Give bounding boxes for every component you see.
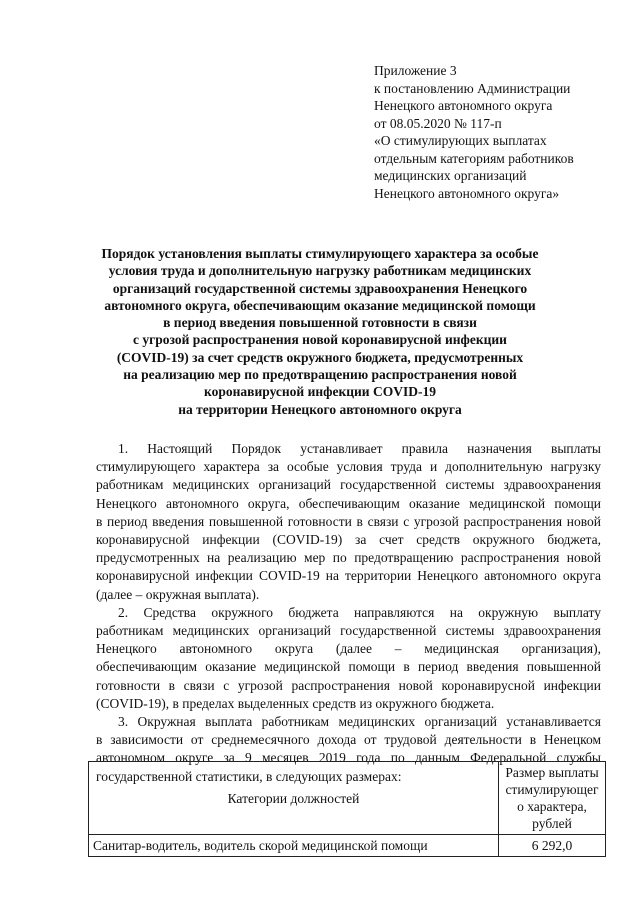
title-line: на территории Ненецкого автономного округа bbox=[178, 401, 462, 417]
table-header-row bbox=[89, 762, 606, 835]
title-line: коронавирусной инфекции COVID-19 bbox=[204, 384, 436, 400]
header-amount-line: стимулирующег bbox=[505, 782, 599, 797]
appendix-line: от 08.05.2020 № 117-п bbox=[374, 115, 502, 131]
paragraph-line: (далее – окружная выплата). bbox=[96, 586, 260, 602]
paragraph-line: работникам медицинских организаций государственной системы здравоохранения bbox=[96, 477, 601, 493]
document-body bbox=[96, 440, 601, 786]
paragraph-2 bbox=[96, 604, 601, 713]
paragraph-1 bbox=[96, 440, 601, 604]
paragraph-line: автономном округе за 9 месяцев 2019 года по данным Федеральной службы bbox=[96, 750, 601, 766]
title-line: Порядок установления выплаты стимулирующего характера за особые bbox=[101, 246, 539, 261]
paragraph-line: работникам медицинских организаций государственной системы здравоохранения bbox=[96, 623, 601, 639]
appendix-line: отдельным категориям работников bbox=[374, 150, 574, 166]
paragraph-line: в зависимости от среднемесячного дохода от трудовой деятельности в Ненецком bbox=[96, 732, 601, 748]
paragraph-line: коронавирусной инфекции COVID-19 на территории Ненецкого автономного округа bbox=[96, 568, 601, 584]
appendix-line: Ненецкого автономного округа» bbox=[374, 185, 560, 201]
header-amount-line: рублей bbox=[532, 816, 572, 831]
appendix-line: Ненецкого автономного округа bbox=[374, 98, 553, 113]
appendix-header bbox=[374, 62, 624, 202]
title-line: на реализацию мер по предотвращению распространения новой bbox=[123, 367, 517, 383]
paragraph-line: предусмотренных на реализацию мер по предотвращению распространения новой bbox=[96, 550, 601, 566]
appendix-line: к постановлению Администрации bbox=[374, 80, 571, 96]
title-line: автономного округа, обеспечивающим оказание медицинской помощи bbox=[104, 297, 536, 313]
header-amount-line: о характера, bbox=[517, 799, 587, 814]
header-amount bbox=[499, 762, 606, 835]
row-category: Санитар-водитель, водитель скорой медицинской помощи bbox=[89, 835, 499, 857]
title-line: в период введения повышенной готовности в связи bbox=[163, 315, 477, 331]
paragraph-line: 3. Окружная выплата работникам медицинских организаций устанавливается bbox=[118, 714, 601, 730]
paragraph-line: коронавирусной инфекции (COVID-19) за счет средств окружного бюджета, bbox=[96, 532, 601, 548]
title-line: организаций государственной системы здравоохранения Ненецкого bbox=[112, 280, 528, 296]
table-row bbox=[89, 835, 606, 857]
paragraph-line: 1. Настоящий Порядок устанавливает правила назначения выплаты bbox=[118, 441, 601, 456]
header-category: Категории должностей bbox=[89, 762, 499, 835]
title-line: с угрозой распространения новой коронавирусной инфекции bbox=[133, 332, 507, 348]
title-line: условия труда и дополнительную нагрузку работникам медицинских bbox=[108, 263, 532, 279]
paragraph-line: стимулирующего характера за особые условия труда и дополнительную нагрузку bbox=[96, 459, 601, 475]
appendix-line: «О стимулирующих выплатах bbox=[374, 133, 547, 148]
title-line: (COVID-19) за счет средств окружного бюджета, предусмотренных bbox=[116, 349, 524, 365]
header-amount-line: Размер выплаты bbox=[505, 765, 599, 780]
paragraph-line: обеспечивающим оказание медицинской помощи в период введения повышенной bbox=[96, 659, 601, 675]
appendix-line: Приложение 3 bbox=[374, 63, 457, 78]
paragraph-line: Ненецкого автономного округа (далее – медицинская организация), bbox=[96, 641, 601, 657]
paragraph-line: государственной статистики, в следующих размерах: bbox=[96, 768, 402, 784]
paragraph-line: (COVID-19), в пределах выделенных средств из окружного бюджета. bbox=[96, 695, 495, 711]
payment-table bbox=[88, 761, 606, 857]
appendix-line: медицинских организаций bbox=[374, 168, 527, 183]
paragraph-line: 2. Средства окружного бюджета направляются на окружную выплату bbox=[118, 604, 601, 620]
paragraph-line: готовности в связи с угрозой распространения новой коронавирусной инфекции bbox=[96, 677, 601, 693]
document-title bbox=[70, 245, 570, 418]
paragraph-line: в период введения повышенной готовности в связи с угрозой распространения новой bbox=[96, 513, 601, 529]
paragraph-line: Ненецкого автономного округа, обеспечивающим оказание медицинской помощи bbox=[96, 495, 601, 511]
row-amount: 6 292,0 bbox=[499, 835, 606, 857]
